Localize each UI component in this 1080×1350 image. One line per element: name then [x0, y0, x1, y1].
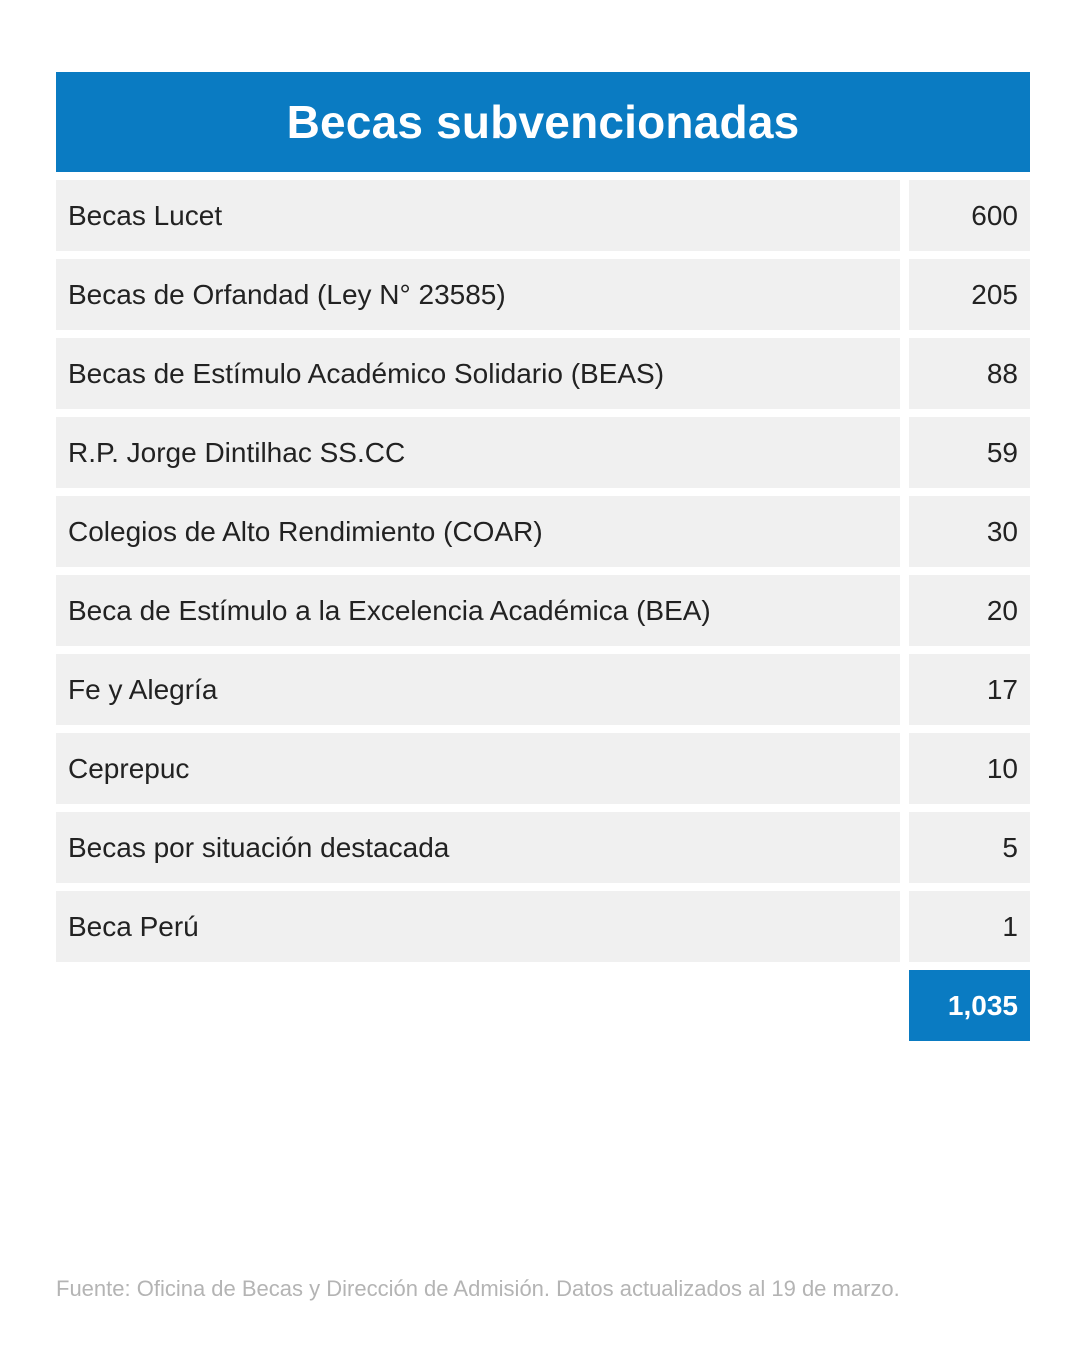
row-label: Becas de Estímulo Académico Solidario (BEAS) [56, 338, 900, 409]
row-value: 5 [909, 812, 1030, 883]
table-body [56, 180, 1030, 962]
row-label: Beca de Estímulo a la Excelencia Académica (BEA) [56, 575, 900, 646]
row-value: 17 [909, 654, 1030, 725]
table-row [56, 891, 1030, 962]
row-label: Fe y Alegría [56, 654, 900, 725]
total-value: 1,035 [909, 970, 1030, 1041]
row-value: 1 [909, 891, 1030, 962]
table-row [56, 259, 1030, 330]
table-title: Becas subvencionadas [56, 72, 1030, 172]
table-row [56, 417, 1030, 488]
row-label: Ceprepuc [56, 733, 900, 804]
table-row [56, 496, 1030, 567]
row-label: R.P. Jorge Dintilhac SS.CC [56, 417, 900, 488]
total-row [56, 970, 1030, 1041]
row-value: 10 [909, 733, 1030, 804]
row-value: 88 [909, 338, 1030, 409]
source-note: Fuente: Oficina de Becas y Dirección de Admisión. Datos actualizados al 19 de marzo. [56, 1276, 900, 1301]
row-value: 59 [909, 417, 1030, 488]
scholarship-table [56, 72, 1030, 1041]
row-value: 205 [909, 259, 1030, 330]
row-label: Colegios de Alto Rendimiento (COAR) [56, 496, 900, 567]
table-row [56, 733, 1030, 804]
table-row [56, 338, 1030, 409]
row-value: 20 [909, 575, 1030, 646]
table-row [56, 812, 1030, 883]
row-label: Becas de Orfandad (Ley N° 23585) [56, 259, 900, 330]
row-value: 30 [909, 496, 1030, 567]
row-value: 600 [909, 180, 1030, 251]
table-row [56, 180, 1030, 251]
row-label: Becas Lucet [56, 180, 900, 251]
row-label: Beca Perú [56, 891, 900, 962]
row-label: Becas por situación destacada [56, 812, 900, 883]
table-row [56, 575, 1030, 646]
table-row [56, 654, 1030, 725]
